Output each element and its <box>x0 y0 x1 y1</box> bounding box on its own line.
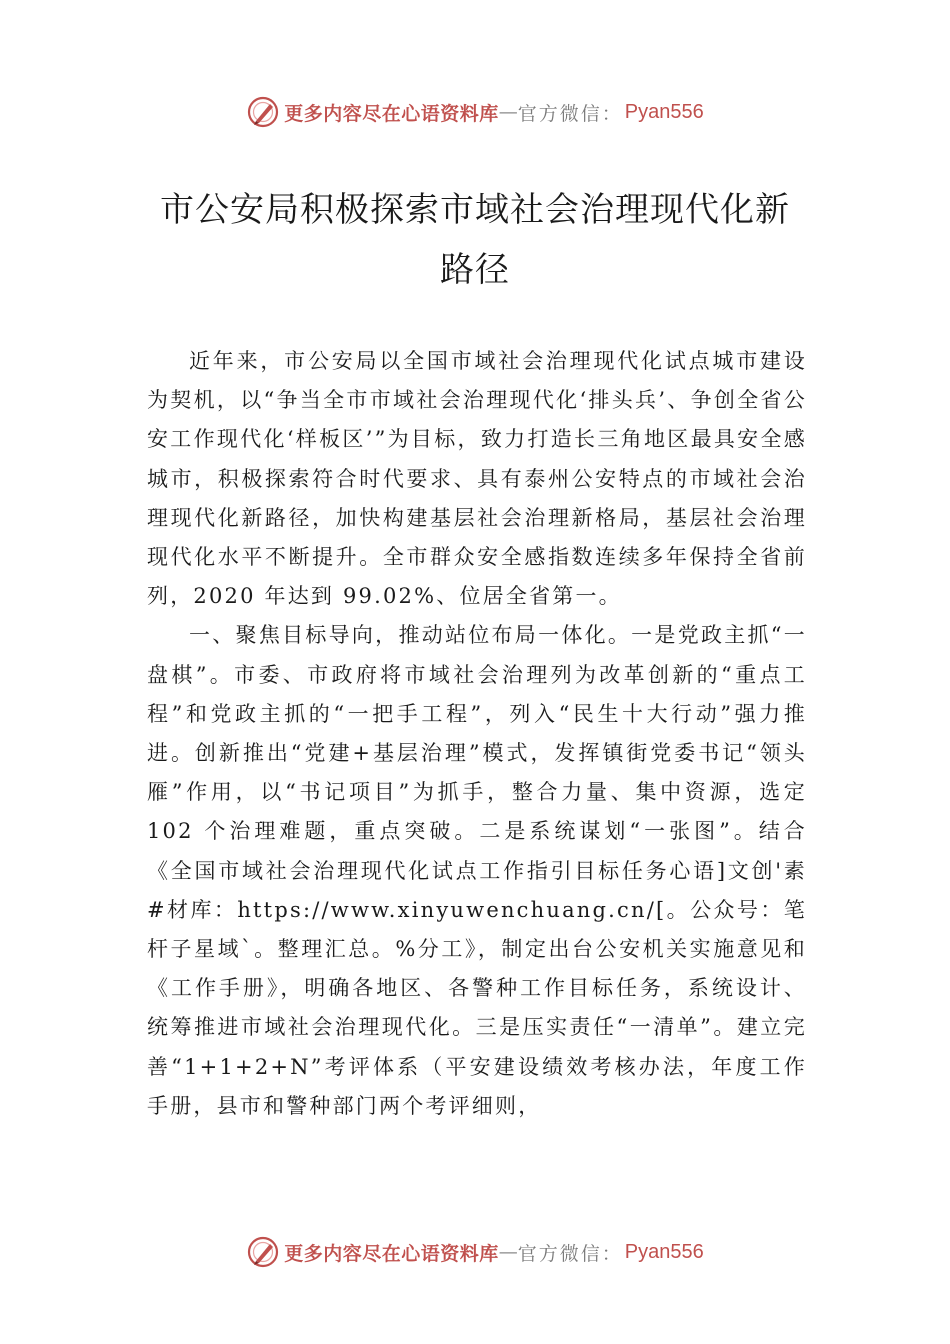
pen-logo-icon <box>246 1235 280 1269</box>
document-body <box>147 342 807 1126</box>
title-line-2: 路径 <box>440 250 510 290</box>
document-title <box>150 180 800 300</box>
paragraph-intro: 近年来，市公安局以全国市域社会治理现代化试点城市建设为契机，以“争当全市市域社会治理现代化‘排头兵’、争创全省公安工作现代化‘样板区’”为目标，致力打造长三角地区最具安全感城市，积极探索符合时代要求、具有泰州公安特点的市域社会治理现代化新路径，加快构建基层社会治理新格局，基层社会治理现代化水平不断提升。全市群众安全感指数连续多年保持全省前列，2020 年达到 99.02%、位居全省第一。 <box>147 349 807 609</box>
header-banner <box>0 92 950 132</box>
banner-brand-text: 更多内容尽在心语资料库 <box>284 1242 499 1265</box>
banner-wechat-id: Pyan556 <box>624 100 704 123</box>
banner-wechat-id: Pyan556 <box>624 1240 704 1263</box>
banner-wechat-label: 官方微信： <box>517 102 623 125</box>
banner-brand-text: 更多内容尽在心语资料库 <box>284 102 499 125</box>
banner-wechat-label: 官方微信： <box>517 1242 623 1265</box>
pen-logo-icon <box>246 95 280 129</box>
banner-separator: — <box>498 1241 518 1263</box>
banner-separator: — <box>498 101 518 123</box>
paragraph-section-1: 一、聚焦目标导向，推动站位布局一体化。一是党政主抓“一盘棋”。市委、市政府将市域社会治理列为改革创新的“重点工程”和党政主抓的“一把手工程”，列入“民生十大行动”强力推进。创新推出“党建+基层治理”模式，发挥镇街党委书记“领头雁”作用，以“书记项目”为抓手，整合力量、集中资源，选定 102 个治理难题，重点突破。二是系统谋划“一张图”。结合《全国市域社会治理现代化试点工作指引目标任务心语]文创'素#材库：https://www.xinyuwenchuang.cn/[。公众号：笔杆子星域`。整理汇总。%分工》，制定出台公安机关实施意见和《工作手册》，明确各地区、各警种工作目标任务，系统设计、统筹推进市域社会治理现代化。三是压实责任“一清单”。建立完善“1+1+2+N”考评体系（平安建设绩效考核办法，年度工作手册，县市和警种部门两个考评细则， <box>147 623 807 1118</box>
title-line-1: 市公安局积极探索市域社会治理现代化新 <box>160 190 790 230</box>
footer-banner <box>0 1232 950 1272</box>
